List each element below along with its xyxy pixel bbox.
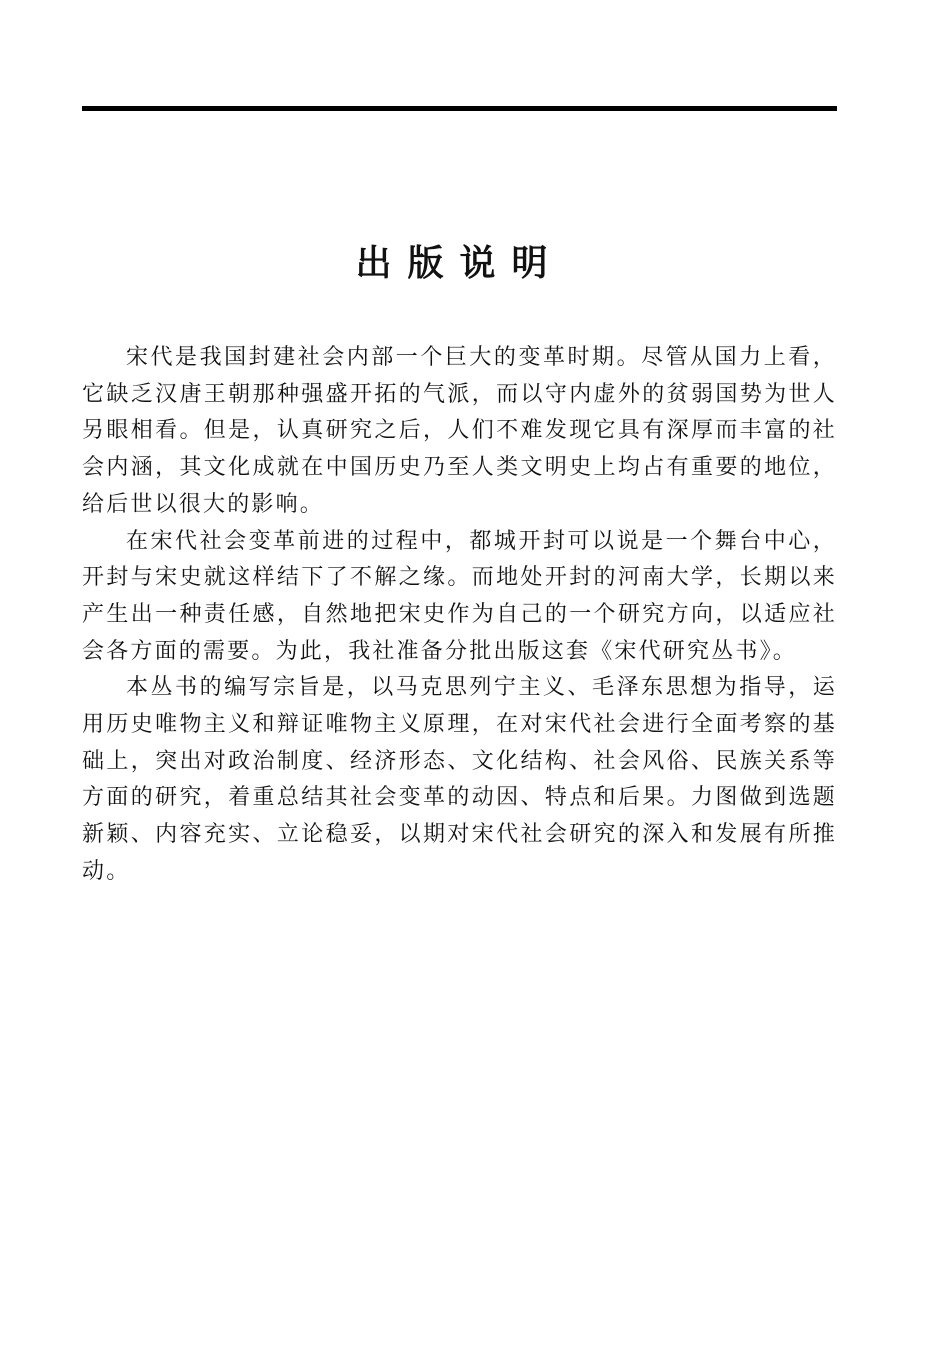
body-text bbox=[82, 340, 837, 891]
page-title: 出版说明 bbox=[355, 242, 564, 285]
paragraph-3: 本丛书的编写宗旨是，以马克思列宁主义、毛泽东思想为指导，运用历史唯物主义和辩证唯物主义原理，在对宋代社会进行全面考察的基础上，突出对政治制度、经济形态、文化结构、社会风俗、民族关系等方面的研究，着重总结其社会变革的动因、特点和后果。力图做到选题新颖、内容充实、立论稳妥，以期对宋代社会研究的深入和发展有所推动。 bbox=[82, 675, 837, 884]
paragraph-2: 在宋代社会变革前进的过程中，都城开封可以说是一个舞台中心，开封与宋史就这样结下了不解之缘。而地处开封的河南大学，长期以来产生出一种责任感，自然地把宋史作为自己的一个研究方向，以适应社会各方面的需要。为此，我社准备分批出版这套《宋代研究丛书》。 bbox=[82, 528, 837, 664]
paragraph-1: 宋代是我国封建社会内部一个巨大的变革时期。尽管从国力上看，它缺乏汉唐王朝那种强盛开拓的气派，而以守内虚外的贫弱国势为世人另眼相看。但是，认真研究之后，人们不难发现它具有深厚而丰富的社会内涵，其文化成就在中国历史乃至人类文明史上均占有重要的地位，给后世以很大的影响。 bbox=[82, 345, 837, 517]
top-rule bbox=[82, 106, 837, 111]
